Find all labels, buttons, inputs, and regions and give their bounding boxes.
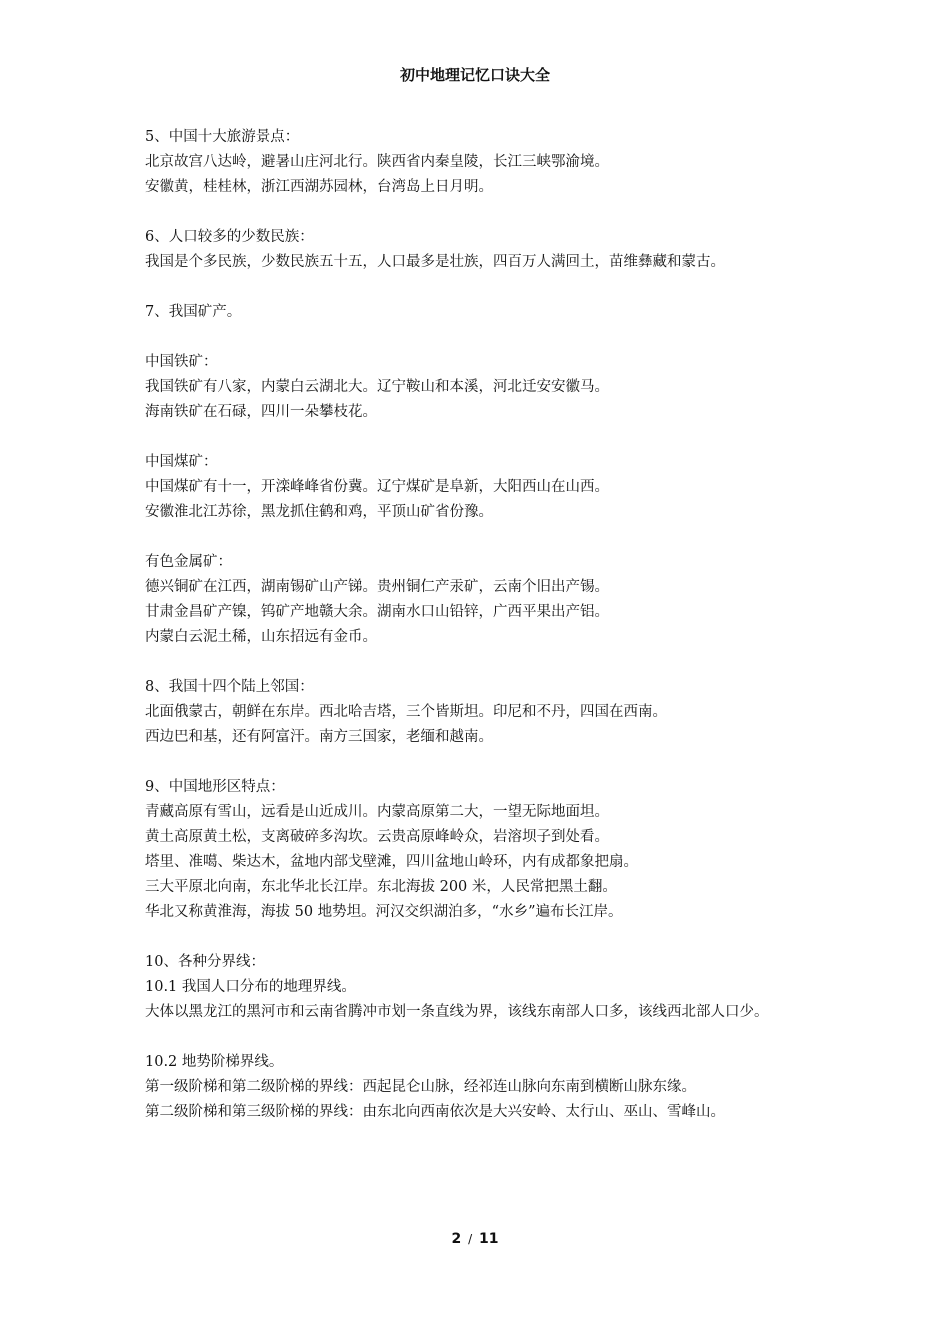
document-body xyxy=(145,125,810,1125)
section-7-minerals xyxy=(145,300,810,650)
section-5-tourist-sites xyxy=(145,125,810,200)
paragraph-line: 海南铁矿在石碌，四川一朵攀枝花。 xyxy=(145,404,377,420)
subsection-heading: 10.1 我国人口分布的地理界线。 xyxy=(145,979,356,995)
paragraph-line: 第二级阶梯和第三级阶梯的界线：由东北向西南依次是大兴安岭、太行山、巫山、雪峰山。 xyxy=(145,1104,725,1120)
section-heading: 10、各种分界线： xyxy=(145,954,265,970)
document-title: 初中地理记忆口诀大全 xyxy=(399,66,550,84)
paragraph-line: 华北又称黄淮海，海拔 50 地势坦。河汉交织湖泊多，“水乡”遍布长江岸。 xyxy=(145,904,623,920)
page-separator: / xyxy=(468,1232,473,1246)
section-9-landforms xyxy=(145,775,810,925)
paragraph-line: 青藏高原有雪山，远看是山近成川。内蒙高原第二大，一望无际地面坦。 xyxy=(145,804,609,820)
paragraph-line: 三大平原北向南，东北华北长江岸。东北海拔 200 米，人民常把黑土翻。 xyxy=(145,879,617,895)
blank-line xyxy=(145,650,810,675)
blank-line xyxy=(145,750,810,775)
section-10-boundaries xyxy=(145,950,810,1125)
section-heading: 5、中国十大旅游景点： xyxy=(145,129,300,145)
page-header xyxy=(0,64,950,86)
section-heading: 9、中国地形区特点： xyxy=(145,779,285,795)
paragraph-line: 中国煤矿有十一，开滦峰峰省份冀。辽宁煤矿是阜新，大阳西山在山西。 xyxy=(145,479,609,495)
subsection-heading: 10.2 地势阶梯界线。 xyxy=(145,1054,284,1070)
paragraph-line: 大体以黑龙江的黑河市和云南省腾冲市划一条直线为界，该线东南部人口多，该线西北部人口少。 xyxy=(145,1004,769,1020)
subsection-heading: 有色金属矿： xyxy=(145,554,232,570)
paragraph-line: 我国是个多民族，少数民族五十五，人口最多是壮族，四百万人满回土，苗维彝藏和蒙古。 xyxy=(145,254,725,270)
blank-line xyxy=(145,525,810,550)
paragraph-line: 我国铁矿有八家，内蒙白云湖北大。辽宁鞍山和本溪，河北迁安安徽马。 xyxy=(145,379,609,395)
blank-line xyxy=(145,1025,810,1050)
page-footer xyxy=(0,1228,950,1250)
section-8-neighbors xyxy=(145,675,810,750)
section-heading: 8、我国十四个陆上邻国： xyxy=(145,679,314,695)
section-6-ethnic-groups xyxy=(145,225,810,275)
current-page-number: 2 xyxy=(451,1231,462,1247)
paragraph-line: 黄土高原黄土松，支离破碎多沟坎。云贵高原峰岭众，岩溶坝子到处看。 xyxy=(145,829,609,845)
paragraph-line: 德兴铜矿在江西，湖南锡矿山产锑。贵州铜仁产汞矿，云南个旧出产锡。 xyxy=(145,579,609,595)
section-heading: 7、我国矿产。 xyxy=(145,304,242,320)
total-page-count: 11 xyxy=(479,1231,499,1247)
blank-line xyxy=(145,925,810,950)
paragraph-line: 北面俄蒙古，朝鲜在东岸。西北哈吉塔，三个皆斯坦。印尼和不丹，四国在西南。 xyxy=(145,704,667,720)
paragraph-line: 安徽黄，桂桂林，浙江西湖苏园林，台湾岛上日月明。 xyxy=(145,179,493,195)
paragraph-line: 甘肃金昌矿产镍，钨矿产地赣大余。湖南水口山铅锌，广西平果出产铝。 xyxy=(145,604,609,620)
paragraph-line: 第一级阶梯和第二级阶梯的界线：西起昆仑山脉，经祁连山脉向东南到横断山脉东缘。 xyxy=(145,1079,696,1095)
subsection-heading: 中国铁矿： xyxy=(145,354,218,370)
paragraph-line: 西边巴和基，还有阿富汗。南方三国家，老缅和越南。 xyxy=(145,729,493,745)
paragraph-line: 内蒙白云泥土稀，山东招远有金币。 xyxy=(145,629,377,645)
paragraph-line: 北京故宫八达岭，避暑山庄河北行。陕西省内秦皇陵，长江三峡鄂渝境。 xyxy=(145,154,609,170)
blank-line xyxy=(145,425,810,450)
paragraph-line: 塔里、准噶、柴达木，盆地内部戈壁滩，四川盆地山岭环，内有成都象把扇。 xyxy=(145,854,638,870)
blank-line xyxy=(145,325,810,350)
blank-line xyxy=(145,275,810,300)
subsection-heading: 中国煤矿： xyxy=(145,454,218,470)
section-heading: 6、人口较多的少数民族： xyxy=(145,229,314,245)
paragraph-line: 安徽淮北江苏徐，黑龙抓住鹤和鸡，平顶山矿省份豫。 xyxy=(145,504,493,520)
blank-line xyxy=(145,200,810,225)
